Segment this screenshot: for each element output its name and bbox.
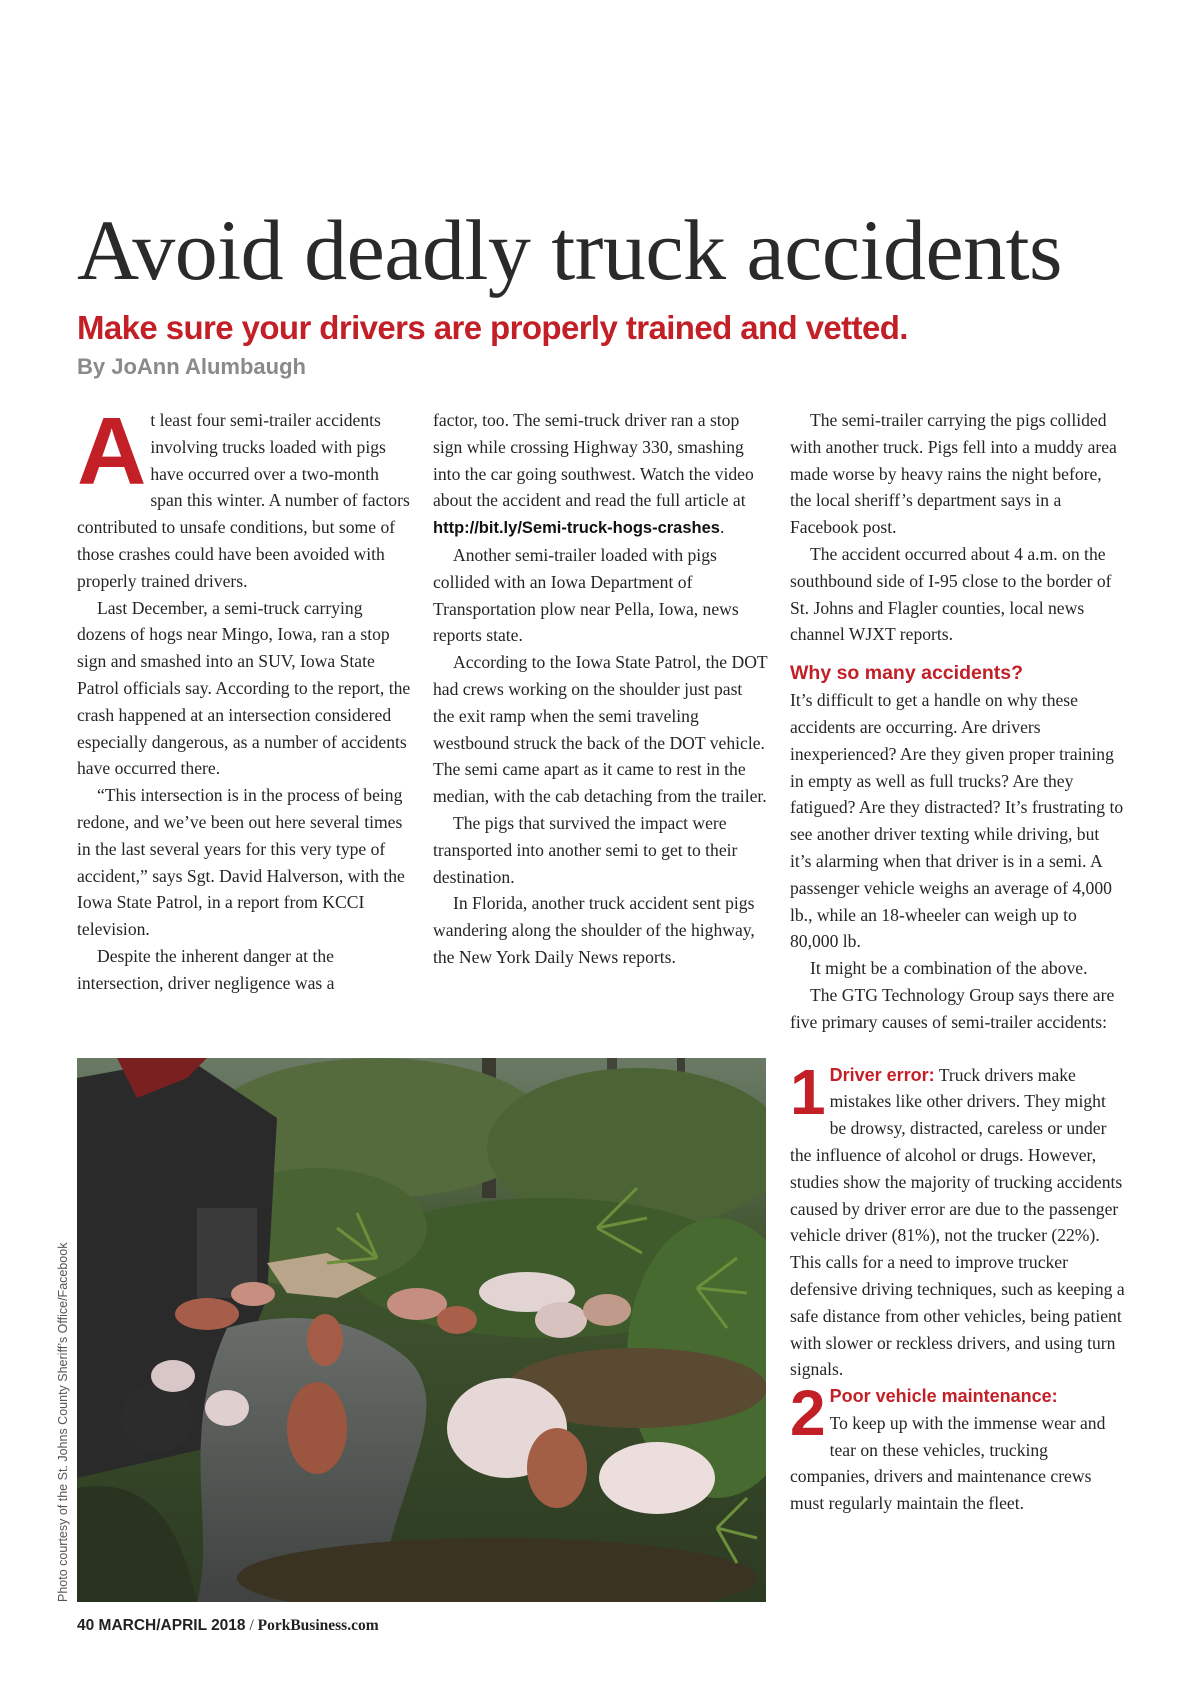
paragraph-text: factor, too. The semi-truck driver ran a stop sign while crossing Highway 330, smashing into the car going southwest. Watch the video about the accident and read the full article at <box>433 410 754 511</box>
article-column-1 <box>77 398 412 997</box>
paragraph: According to the Iowa State Patrol, the DOT had crews working on the shoulder just past the exit ramp when the semi traveling westbound struck the back of the DOT vehicle. The semi came apart as it came to rest in the median, with the cab detaching from the trailer. <box>433 652 768 807</box>
section-subhead: Why so many accidents? <box>790 662 1023 685</box>
paragraph: It might be a combination of the above. <box>810 958 1088 979</box>
cause-title: Driver error: <box>829 1064 935 1085</box>
paragraph: Despite the inherent danger at the intersection, driver negligence was a <box>77 945 335 993</box>
cause-text: To keep up with the immense wear and tear on these vehicles, trucking companies, drivers and maintenance crews must regularly maintain the fleet. <box>790 1412 1106 1514</box>
article-column-3 <box>790 407 1125 1517</box>
cause-item-1 <box>790 1055 1125 1384</box>
folio: 40 MARCH/APRIL 2018 <box>77 1617 246 1634</box>
page-footer <box>77 1616 379 1636</box>
photo-credit: Photo courtesy of the St. Johns County Sheriff’s Office/Facebook <box>56 1242 70 1602</box>
cause-text: Truck drivers make mistakes like other drivers. They might be drowsy, distracted, careless or under the influence of alcohol or drugs. However, studies show the majority of trucking accidents caused by driver error are due to the passenger vehicle driver (81%), not the trucker (22%). This calls for a need to improve trucker defensive driving techniques, such as keeping a safe distance from other vehicles, being patient with slower or reckless drivers, and using turn signals. <box>790 1064 1125 1380</box>
cause-number: 1 <box>790 1055 826 1128</box>
paragraph: In Florida, another truck accident sent pigs wandering along the shoulder of the highway, the New York Daily News reports. <box>433 893 755 967</box>
pigs-in-mud-illustration <box>77 1058 766 1602</box>
article-link[interactable]: http://bit.ly/Semi-truck-hogs-crashes <box>433 519 720 538</box>
website-name: PorkBusiness.com <box>257 1617 379 1634</box>
paragraph: Another semi-trailer loaded with pigs collided with an Iowa Department of Transportation plow near Pella, Iowa, news reports state. <box>433 544 739 646</box>
paragraph: Last December, a semi-truck carrying dozens of hogs near Mingo, Iowa, ran a stop sign and smashed into an SUV, Iowa State Patrol officials say. According to the report, the crash happened at an intersection considered especially dangerous, as a number of accidents have occurred there. <box>77 597 411 779</box>
paragraph: “This intersection is in the process of being redone, and we’ve been out here several times in the last several years for this very type of accident,” says Sgt. David Halverson, with the Iowa State Patrol, in a report from KCCI television. <box>77 785 405 940</box>
paragraph <box>433 407 768 542</box>
cause-number: 2 <box>790 1377 826 1450</box>
paragraph: The pigs that survived the impact were transported into another semi to get to their destination. <box>433 812 738 887</box>
article-column-2 <box>433 407 768 971</box>
deck-subtitle: Make sure your drivers are properly trained and vetted. <box>77 309 908 346</box>
paragraph: The accident occurred about 4 a.m. on the southbound side of I-95 close to the border of St. Johns and Flagler counties, local news channel WJXT reports. <box>790 543 1112 645</box>
paragraph-text: t least four semi-trailer accidents involving trucks loaded with pigs have occurred over a two-month span this winter. A number of factors contributed to unsafe conditions, but some of those crashes could have been avoided with properly trained drivers. <box>77 410 410 591</box>
footer-separator: / <box>245 1617 258 1634</box>
cause-title: Poor vehicle maintenance: <box>829 1386 1058 1407</box>
headline: Avoid deadly truck accidents <box>77 202 1062 298</box>
accident-photo <box>77 1058 766 1602</box>
paragraph: The GTG Technology Group says there are five primary causes of semi-trailer accidents: <box>790 984 1115 1032</box>
byline: By JoAnn Alumbaugh <box>77 354 306 379</box>
cause-item-2 <box>790 1377 1125 1517</box>
drop-cap: A <box>77 398 147 505</box>
paragraph-text: . <box>719 517 725 538</box>
paragraph <box>77 398 412 595</box>
paragraph: The semi-trailer carrying the pigs collided with another truck. Pigs fell into a muddy area made worse by heavy rains the night before, the local sheriff’s department says in a Facebook post. <box>790 410 1117 538</box>
paragraph: It’s difficult to get a handle on why these accidents are occurring. Are drivers inexperienced? Are they given proper training in empty as well as full trucks? Are they fatigued? Are they distracted? It’s frustrating to see another driver texting while driving, but it’s alarming when that driver is in a semi. A passenger vehicle weighs an average of 4,000 lb., while an 18-wheeler can weigh up to 80,000 lb. <box>790 690 1124 952</box>
